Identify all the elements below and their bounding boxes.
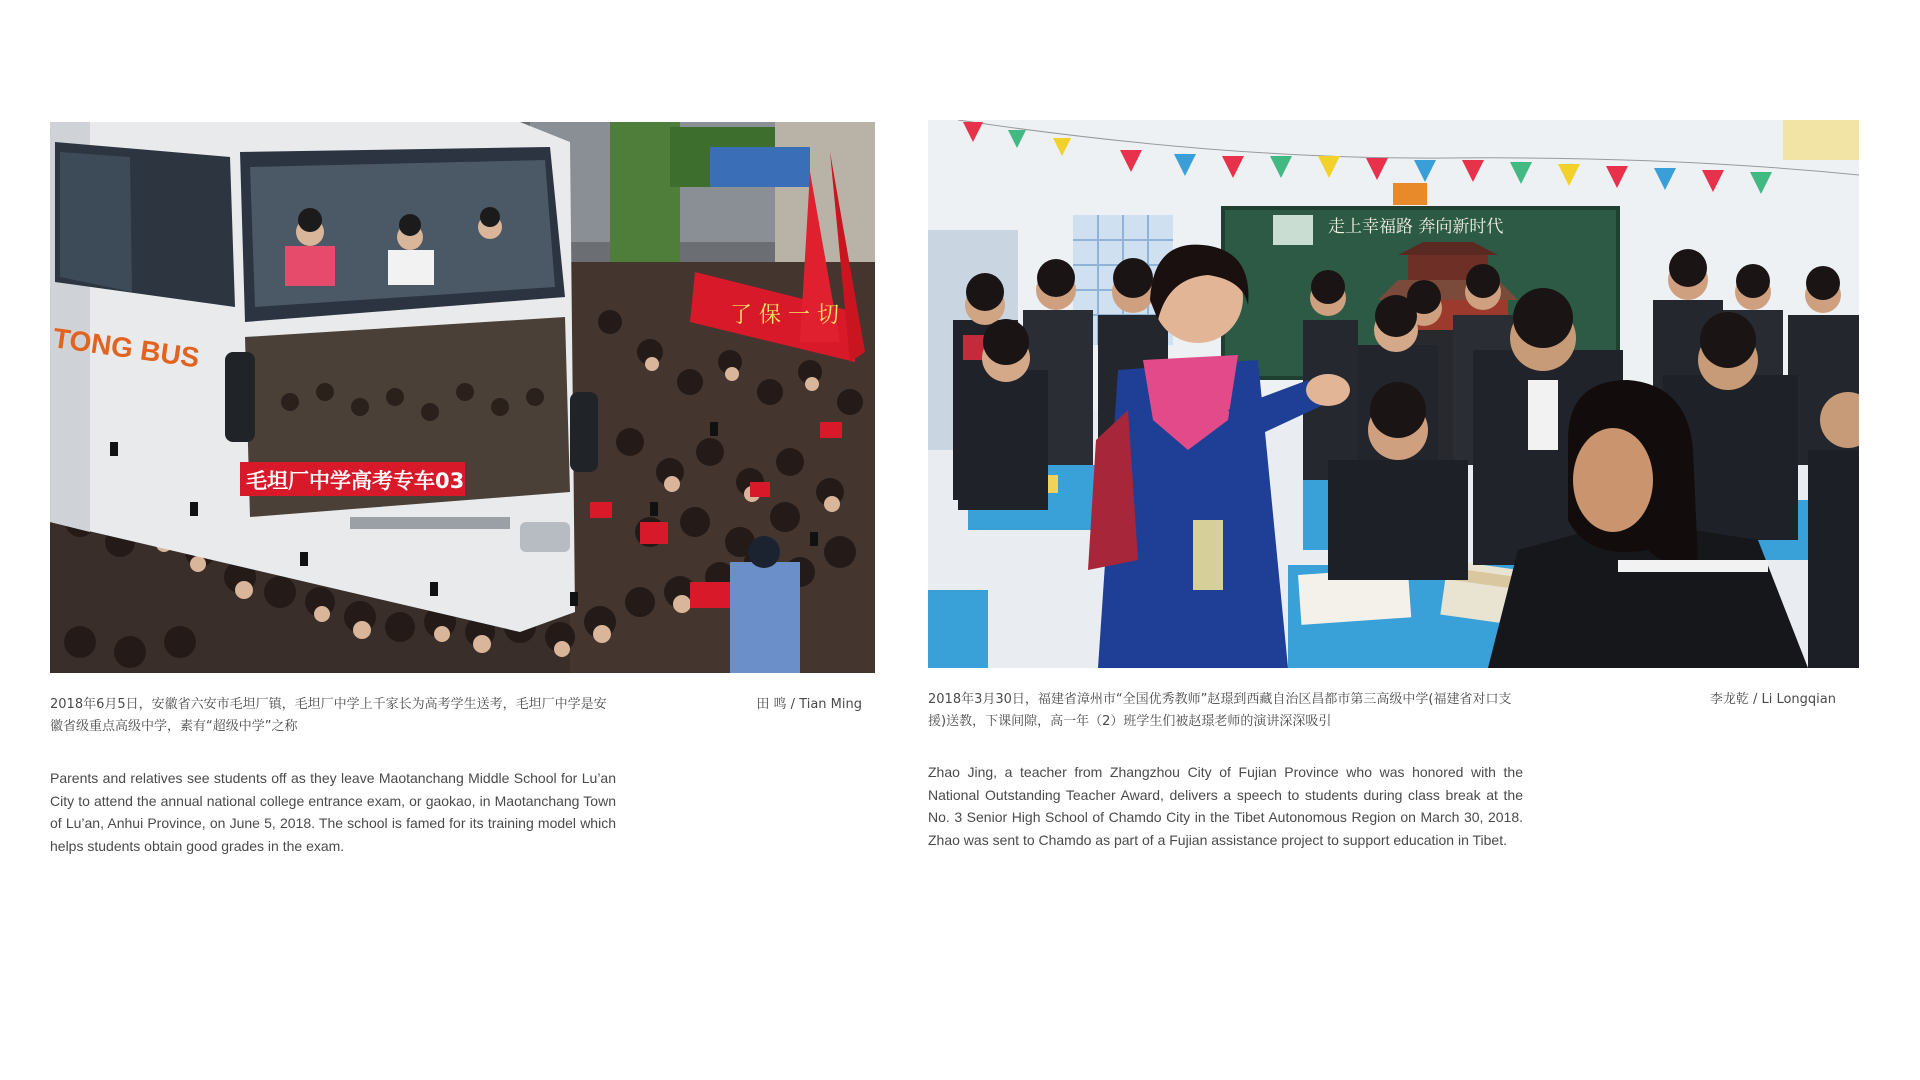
- photo-2-credit: 李龙乾 / Li Longqian: [1709, 692, 1836, 707]
- blackboard-text: 走上幸福路 奔向新时代: [1328, 217, 1504, 237]
- bus-send-off-illustration: [50, 122, 875, 673]
- photo-2-caption-chinese: 2018年3月30日，福建省漳州市“全国优秀教师”赵璟到西藏自治区昌都市第三高级中学(福建省对口支援)送教，下课间隙，高一年（2）班学生们被赵璟老师的演讲深深吸引: [928, 692, 1512, 729]
- flag-text: 了 保 一 切: [730, 303, 839, 328]
- photo-1-caption-english: Parents and relatives see students off as they leave Maotanchang Middle School for Lu’an City to attend the annual national college entrance exam, or gaokao, in Maotanchang Town of Lu’an, Anhui Province, on June 5, 2018. The school is famed for its training model which helps students obtain good grades in the exam.: [50, 770, 616, 854]
- classroom-illustration: [928, 120, 1859, 668]
- photo-2-caption-english: Zhao Jing, a teacher from Zhangzhou City of Fujian Province who was honored with the National Outstanding Teacher Award, delivers a speech to students during class break at the No. 3 Senior High School of Chamdo City in the Tibet Autonomous Region on March 30, 2018. Zhao was sent to Chamdo as part of a Fujian assistance project to support education in Tibet.: [928, 764, 1523, 848]
- student-center: [1328, 460, 1468, 580]
- classroom-teacher-photo: [928, 120, 1859, 668]
- photo-1-caption-chinese: 2018年6月5日，安徽省六安市毛坦厂镇，毛坦厂中学上千家长为高考学生送考，毛坦厂中学是安徽省级重点高级中学，素有“超级中学”之称: [50, 697, 607, 734]
- bus-send-off-photo: [50, 122, 875, 673]
- bus-banner-text: 毛坦厂中学高考专车03: [246, 469, 465, 493]
- photo-1-credit: 田 鸣 / Tian Ming: [756, 697, 862, 712]
- bus-brand-text: TONG BUS: [51, 322, 202, 374]
